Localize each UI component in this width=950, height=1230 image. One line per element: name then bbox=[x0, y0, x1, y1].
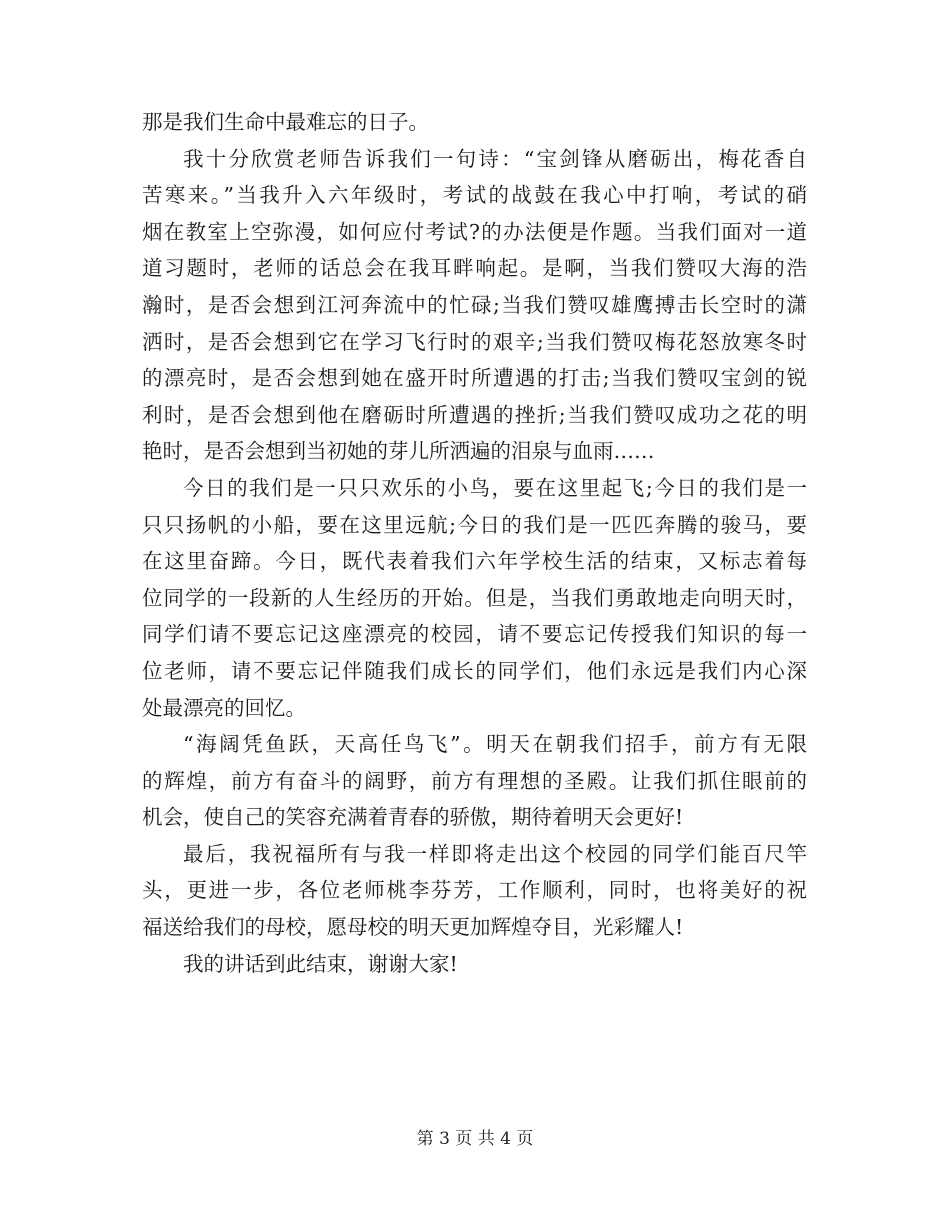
text-line: 今日的我们是一只只欢乐的小鸟，要在这里起飞;今日的我们是一 bbox=[183, 475, 807, 500]
text-line: 我十分欣赏老师告诉我们一句诗：“宝剑锋从磨砺出，梅花香自 bbox=[183, 146, 807, 171]
page-footer: 第 3 页 共 4 页 bbox=[416, 1129, 534, 1149]
text-line: 利时，是否会想到他在磨砺时所遭遇的挫折;当我们赞叹成功之花的明 bbox=[142, 402, 807, 427]
text-line: 道习题时，老师的话总会在我耳畔响起。是啊，当我们赞叹大海的浩 bbox=[142, 256, 807, 281]
text-line: 处最漂亮的回忆。 bbox=[142, 695, 306, 720]
text-line: 烟在教室上空弥漫，如何应付考试?的办法便是作题。当我们面对一道 bbox=[142, 219, 807, 244]
text-line: 苦寒来。”当我升入六年级时，考试的战鼓在我心中打响，考试的硝 bbox=[142, 183, 807, 208]
text-line: 艳时，是否会想到当初她的芽儿所洒遍的泪泉与血雨…… bbox=[142, 439, 655, 464]
text-line: 洒时，是否会想到它在学习飞行时的艰辛;当我们赞叹梅花怒放寒冬时 bbox=[142, 329, 807, 354]
text-line: 福送给我们的母校，愿母校的明天更加辉煌夺目，光彩耀人! bbox=[142, 915, 684, 940]
text-line: 同学们请不要忘记这座漂亮的校园，请不要忘记传授我们知识的每一 bbox=[142, 622, 807, 647]
text-line: 机会，使自己的笑容充满着青春的骄傲，期待着明天会更好! bbox=[142, 805, 684, 830]
text-line: 最后，我祝福所有与我一样即将走出这个校园的同学们能百尺竿 bbox=[183, 841, 807, 866]
text-line: 瀚时，是否会想到江河奔流中的忙碌;当我们赞叹雄鹰搏击长空时的潇 bbox=[142, 292, 807, 317]
document-body bbox=[142, 104, 807, 982]
text-line: 的漂亮时，是否会想到她在盛开时所遭遇的打击;当我们赞叹宝剑的锐 bbox=[142, 366, 807, 391]
text-line: 头，更进一步，各位老师桃李芬芳，工作顺利，同时，也将美好的祝 bbox=[142, 878, 807, 903]
text-line: 的辉煌，前方有奋斗的阔野，前方有理想的圣殿。让我们抓住眼前的 bbox=[142, 768, 807, 793]
text-line: 位老师，请不要忘记伴随我们成长的同学们，他们永远是我们内心深 bbox=[142, 658, 807, 683]
text-line: 位同学的一段新的人生经历的开始。但是，当我们勇敢地走向明天时， bbox=[142, 585, 807, 610]
text-line: 只只扬帆的小船，要在这里远航;今日的我们是一匹匹奔腾的骏马，要 bbox=[142, 512, 807, 537]
text-line: “海阔凭鱼跃，天高任鸟飞”。明天在朝我们招手，前方有无限 bbox=[183, 732, 807, 757]
text-line: 我的讲话到此结束，谢谢大家! bbox=[183, 951, 458, 976]
text-line: 在这里奋蹄。今日，既代表着我们六年学校生活的结束，又标志着每 bbox=[142, 549, 807, 574]
text-line: 那是我们生命中最难忘的日子。 bbox=[142, 110, 429, 134]
